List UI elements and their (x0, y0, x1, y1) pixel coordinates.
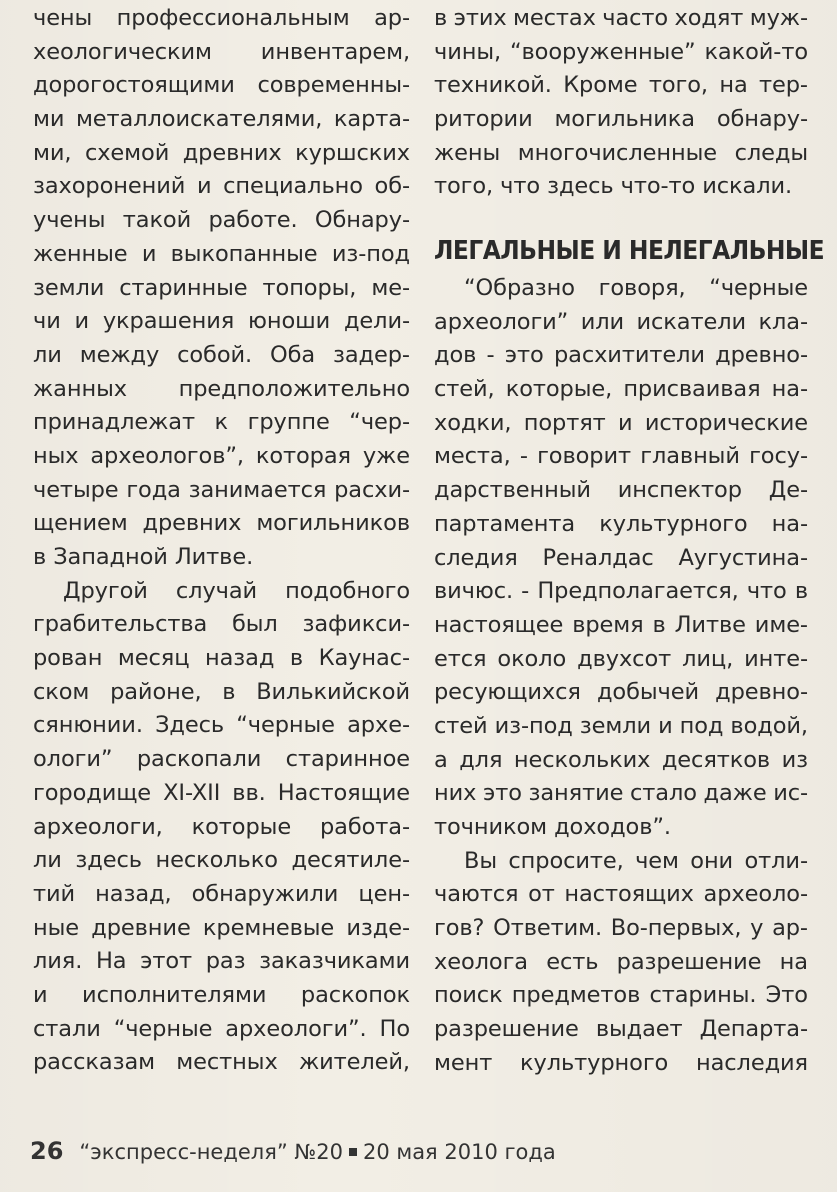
text-line: жены многочисленные следы (434, 139, 808, 166)
text-line: стей, которые, присваивая на- (434, 376, 808, 403)
text-line: ли здесь несколько десятиле- (33, 847, 410, 874)
text-line: стей из-под земли и под водой, (434, 712, 808, 739)
text-line: городище XI-XII вв. Настоящие (33, 779, 410, 806)
text-line: лия. На этот раз заказчиками (33, 948, 410, 975)
text-line: “Образно говоря, “черные (464, 275, 808, 301)
text-line: ологи” раскопали старинное (33, 746, 410, 773)
text-line: Вы спросите, чем они отли- (464, 847, 808, 874)
text-line: щением древних могильников (33, 510, 410, 537)
text-line: гов? Ответим. Во-первых, у ар- (434, 915, 808, 942)
text-line: рован месяц назад в Каунас- (33, 645, 410, 672)
text-line: четыре года занимается расхи- (33, 476, 410, 503)
text-line: в Западной Литве. (33, 544, 254, 570)
publication-name: “экспресс-неделя” №20 (79, 1140, 343, 1164)
text-line: принадлежат к группе “чер- (33, 409, 410, 436)
text-line: Другой случай подобного (63, 577, 410, 604)
text-line: хеологическим инвентарем, (33, 38, 410, 65)
page-number: 26 (30, 1137, 64, 1165)
left-text-column (33, 2, 410, 1080)
text-line: них это занятие стало даже ис- (434, 780, 808, 807)
issue-date: 20 мая 2010 года (362, 1140, 556, 1164)
text-line: места, - говорит главный госу- (434, 443, 808, 470)
text-line: ми металлоискателями, карта- (33, 106, 410, 133)
text-line: учены такой работе. Обнару- (33, 207, 410, 234)
text-line: ется около двухсот лиц, инте- (434, 645, 808, 672)
text-line: мент культурного наследия (434, 1049, 808, 1076)
text-line: женные и выкопанные из-под (33, 240, 410, 267)
text-line: захоронений и специально об- (33, 173, 410, 200)
text-line: следия Реналдас Аугустина- (434, 544, 808, 571)
text-line: вичюс. - Предполагается, что в (434, 578, 808, 605)
text-line: поиск предметов старины. Это (434, 982, 808, 1009)
text-line: дов - это расхитители древно- (434, 342, 808, 369)
text-line: ритории могильника обнару- (434, 106, 808, 133)
text-line: дарственный инспектор Де- (434, 477, 808, 504)
text-line: археологи, которые работа- (33, 813, 410, 840)
text-line: того, что здесь что-то искали. (434, 173, 793, 200)
text-line: а для нескольких десятков из (434, 746, 808, 773)
text-line: дорогостоящими современны- (33, 72, 410, 99)
text-line: ходки, портят и исторические (434, 409, 808, 436)
text-line: сянюнии. Здесь “черные архе- (33, 712, 410, 739)
text-line: чаются от настоящих археоло- (434, 881, 808, 908)
text-line: чи и украшения юноши дели- (33, 308, 410, 335)
text-line: ные древние кремневые изде- (33, 914, 410, 941)
text-line: тий назад, обнаружили цен- (33, 880, 410, 907)
text-line: грабительства был зафикси- (33, 611, 410, 638)
text-line: точником доходов”. (434, 814, 671, 840)
text-line: в этих местах часто ходят муж- (434, 5, 808, 31)
section-heading: ЛЕГАЛЬНЫЕ И НЕЛЕГАЛЬНЫЕ (434, 236, 825, 266)
text-line: земли старинные топоры, ме- (33, 274, 410, 301)
text-line: стали “черные археологи”. По (33, 1015, 410, 1042)
bullet-separator (349, 1148, 357, 1156)
right-text-column-bottom (434, 272, 808, 1081)
text-line: чины, “вооруженные” какой-то (434, 38, 808, 65)
text-line: настоящее время в Литве име- (434, 611, 808, 638)
text-line: ском районе, в Вилькийской (33, 678, 410, 705)
text-line: ресующихся добычей древно- (434, 679, 808, 706)
text-line: ми, схемой древних куршских (33, 139, 410, 166)
text-line: жанных предположительно (33, 375, 410, 402)
text-line: и исполнителями раскопок (33, 981, 410, 1008)
text-line: ли между собой. Оба задер- (33, 341, 410, 368)
text-line: техникой. Кроме того, на тер- (434, 72, 808, 99)
right-text-column-top (434, 2, 808, 204)
text-line: археологи” или искатели кла- (434, 308, 808, 335)
text-line: партамента культурного на- (434, 510, 808, 537)
text-line: хеолога есть разрешение на (434, 948, 808, 975)
text-line: ных археологов”, которая уже (33, 442, 410, 469)
text-line: разрешение выдает Департа- (434, 1016, 808, 1043)
text-line: рассказам местных жителей, (33, 1049, 410, 1076)
text-line: чены профессиональным ар- (33, 5, 410, 31)
page-footer (30, 1137, 556, 1165)
